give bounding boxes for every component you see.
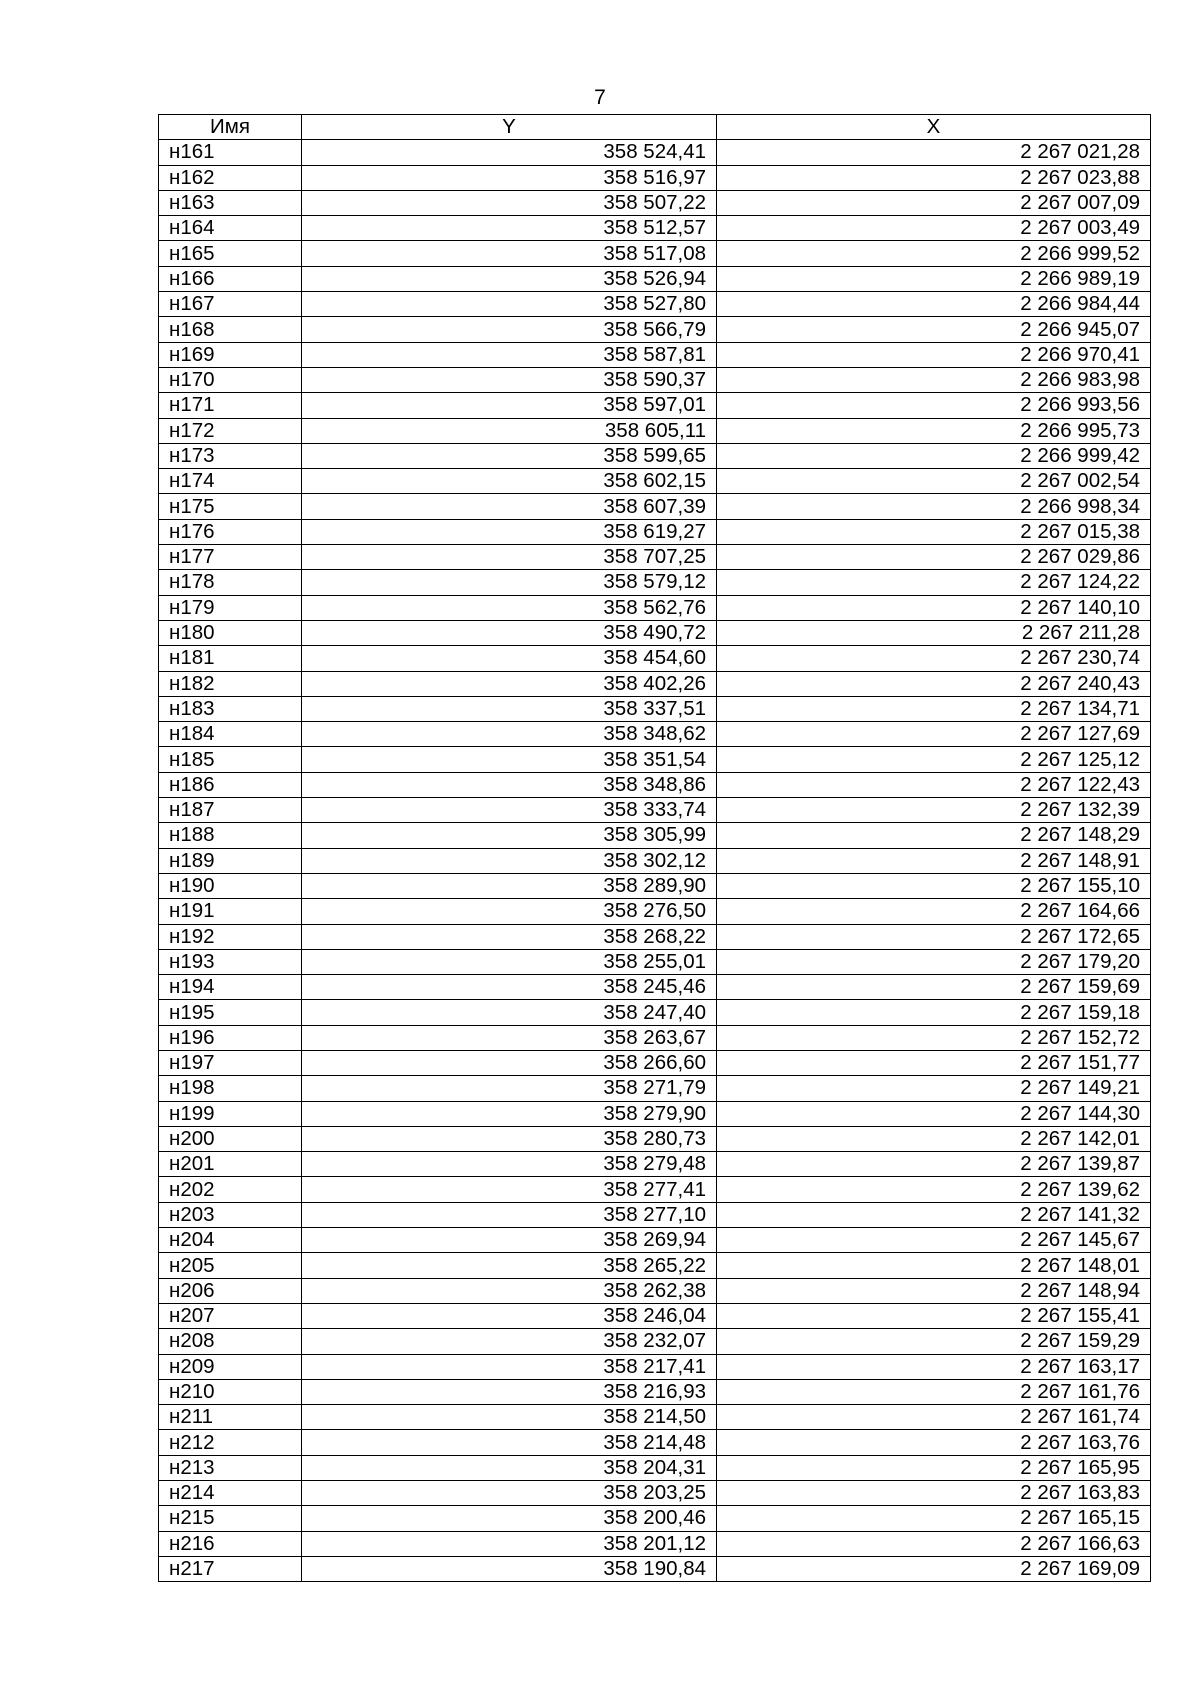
x-coordinate-cell: 2 266 999,52 bbox=[717, 241, 1151, 266]
x-coordinate-cell: 2 266 999,42 bbox=[717, 443, 1151, 468]
point-name-cell: н199 bbox=[159, 1101, 302, 1126]
table-row bbox=[159, 1303, 1151, 1328]
table-row bbox=[159, 975, 1151, 1000]
point-name-cell: н208 bbox=[159, 1329, 302, 1354]
point-name-cell: н186 bbox=[159, 772, 302, 797]
point-name-cell: н183 bbox=[159, 696, 302, 721]
header-y: Y bbox=[302, 115, 717, 140]
y-coordinate-cell: 358 599,65 bbox=[302, 443, 717, 468]
x-coordinate-cell: 2 267 125,12 bbox=[717, 747, 1151, 772]
y-coordinate-cell: 358 562,76 bbox=[302, 595, 717, 620]
x-coordinate-cell: 2 267 179,20 bbox=[717, 949, 1151, 974]
table-row bbox=[159, 519, 1151, 544]
x-coordinate-cell: 2 267 142,01 bbox=[717, 1126, 1151, 1151]
point-name-cell: н179 bbox=[159, 595, 302, 620]
table-row bbox=[159, 1531, 1151, 1556]
point-name-cell: н185 bbox=[159, 747, 302, 772]
table-row bbox=[159, 393, 1151, 418]
point-name-cell: н175 bbox=[159, 494, 302, 519]
table-row bbox=[159, 494, 1151, 519]
x-coordinate-cell: 2 267 163,76 bbox=[717, 1430, 1151, 1455]
y-coordinate-cell: 358 507,22 bbox=[302, 190, 717, 215]
y-coordinate-cell: 358 277,41 bbox=[302, 1177, 717, 1202]
x-coordinate-cell: 2 267 002,54 bbox=[717, 469, 1151, 494]
y-coordinate-cell: 358 517,08 bbox=[302, 241, 717, 266]
y-coordinate-cell: 358 190,84 bbox=[302, 1556, 717, 1581]
table-row bbox=[159, 190, 1151, 215]
table-row bbox=[159, 140, 1151, 165]
table-row bbox=[159, 1481, 1151, 1506]
point-name-cell: н184 bbox=[159, 722, 302, 747]
point-name-cell: н210 bbox=[159, 1379, 302, 1404]
table-row bbox=[159, 367, 1151, 392]
point-name-cell: н207 bbox=[159, 1303, 302, 1328]
table-row bbox=[159, 873, 1151, 898]
point-name-cell: н195 bbox=[159, 1000, 302, 1025]
x-coordinate-cell: 2 267 148,91 bbox=[717, 848, 1151, 873]
point-name-cell: н206 bbox=[159, 1278, 302, 1303]
y-coordinate-cell: 358 279,90 bbox=[302, 1101, 717, 1126]
x-coordinate-cell: 2 267 163,83 bbox=[717, 1481, 1151, 1506]
x-coordinate-cell: 2 266 970,41 bbox=[717, 342, 1151, 367]
table-row bbox=[159, 696, 1151, 721]
y-coordinate-cell: 358 351,54 bbox=[302, 747, 717, 772]
x-coordinate-cell: 2 267 240,43 bbox=[717, 671, 1151, 696]
point-name-cell: н174 bbox=[159, 469, 302, 494]
x-coordinate-cell: 2 267 159,29 bbox=[717, 1329, 1151, 1354]
x-coordinate-cell: 2 267 159,18 bbox=[717, 1000, 1151, 1025]
y-coordinate-cell: 358 246,04 bbox=[302, 1303, 717, 1328]
y-coordinate-cell: 358 305,99 bbox=[302, 823, 717, 848]
x-coordinate-cell: 2 267 007,09 bbox=[717, 190, 1151, 215]
table-row bbox=[159, 722, 1151, 747]
point-name-cell: н165 bbox=[159, 241, 302, 266]
point-name-cell: н201 bbox=[159, 1152, 302, 1177]
table-body bbox=[159, 140, 1151, 1582]
table-row bbox=[159, 924, 1151, 949]
y-coordinate-cell: 358 516,97 bbox=[302, 165, 717, 190]
x-coordinate-cell: 2 267 127,69 bbox=[717, 722, 1151, 747]
y-coordinate-cell: 358 526,94 bbox=[302, 266, 717, 291]
y-coordinate-cell: 358 266,60 bbox=[302, 1050, 717, 1075]
y-coordinate-cell: 358 527,80 bbox=[302, 292, 717, 317]
table-row bbox=[159, 1076, 1151, 1101]
y-coordinate-cell: 358 579,12 bbox=[302, 570, 717, 595]
point-name-cell: н197 bbox=[159, 1050, 302, 1075]
x-coordinate-cell: 2 267 023,88 bbox=[717, 165, 1151, 190]
x-coordinate-cell: 2 267 166,63 bbox=[717, 1531, 1151, 1556]
x-coordinate-cell: 2 266 945,07 bbox=[717, 317, 1151, 342]
x-coordinate-cell: 2 267 149,21 bbox=[717, 1076, 1151, 1101]
y-coordinate-cell: 358 200,46 bbox=[302, 1506, 717, 1531]
y-coordinate-cell: 358 279,48 bbox=[302, 1152, 717, 1177]
table-row bbox=[159, 949, 1151, 974]
table-row bbox=[159, 1000, 1151, 1025]
y-coordinate-cell: 358 597,01 bbox=[302, 393, 717, 418]
table-row bbox=[159, 1152, 1151, 1177]
y-coordinate-cell: 358 524,41 bbox=[302, 140, 717, 165]
y-coordinate-cell: 358 269,94 bbox=[302, 1228, 717, 1253]
point-name-cell: н161 bbox=[159, 140, 302, 165]
point-name-cell: н193 bbox=[159, 949, 302, 974]
point-name-cell: н202 bbox=[159, 1177, 302, 1202]
point-name-cell: н192 bbox=[159, 924, 302, 949]
x-coordinate-cell: 2 267 029,86 bbox=[717, 545, 1151, 570]
y-coordinate-cell: 358 268,22 bbox=[302, 924, 717, 949]
y-coordinate-cell: 358 203,25 bbox=[302, 1481, 717, 1506]
y-coordinate-cell: 358 337,51 bbox=[302, 696, 717, 721]
point-name-cell: н214 bbox=[159, 1481, 302, 1506]
point-name-cell: н164 bbox=[159, 216, 302, 241]
x-coordinate-cell: 2 266 984,44 bbox=[717, 292, 1151, 317]
x-coordinate-cell: 2 267 148,29 bbox=[717, 823, 1151, 848]
table-row bbox=[159, 241, 1151, 266]
table-row bbox=[159, 1278, 1151, 1303]
point-name-cell: н211 bbox=[159, 1405, 302, 1430]
x-coordinate-cell: 2 267 172,65 bbox=[717, 924, 1151, 949]
y-coordinate-cell: 358 263,67 bbox=[302, 1025, 717, 1050]
y-coordinate-cell: 358 280,73 bbox=[302, 1126, 717, 1151]
x-coordinate-cell: 2 267 148,94 bbox=[717, 1278, 1151, 1303]
table-row bbox=[159, 317, 1151, 342]
point-name-cell: н215 bbox=[159, 1506, 302, 1531]
table-row bbox=[159, 1025, 1151, 1050]
point-name-cell: н178 bbox=[159, 570, 302, 595]
y-coordinate-cell: 358 271,79 bbox=[302, 1076, 717, 1101]
y-coordinate-cell: 358 566,79 bbox=[302, 317, 717, 342]
x-coordinate-cell: 2 267 141,32 bbox=[717, 1202, 1151, 1227]
point-name-cell: н177 bbox=[159, 545, 302, 570]
x-coordinate-cell: 2 267 015,38 bbox=[717, 519, 1151, 544]
y-coordinate-cell: 358 587,81 bbox=[302, 342, 717, 367]
table-row bbox=[159, 1126, 1151, 1151]
y-coordinate-cell: 358 214,48 bbox=[302, 1430, 717, 1455]
x-coordinate-cell: 2 266 995,73 bbox=[717, 418, 1151, 443]
point-name-cell: н187 bbox=[159, 798, 302, 823]
x-coordinate-cell: 2 266 998,34 bbox=[717, 494, 1151, 519]
point-name-cell: н191 bbox=[159, 899, 302, 924]
point-name-cell: н209 bbox=[159, 1354, 302, 1379]
point-name-cell: н168 bbox=[159, 317, 302, 342]
x-coordinate-cell: 2 267 211,28 bbox=[717, 620, 1151, 645]
x-coordinate-cell: 2 266 993,56 bbox=[717, 393, 1151, 418]
point-name-cell: н212 bbox=[159, 1430, 302, 1455]
table-row bbox=[159, 570, 1151, 595]
point-name-cell: н189 bbox=[159, 848, 302, 873]
table-row bbox=[159, 671, 1151, 696]
point-name-cell: н216 bbox=[159, 1531, 302, 1556]
table-row bbox=[159, 747, 1151, 772]
point-name-cell: н217 bbox=[159, 1556, 302, 1581]
table-row bbox=[159, 418, 1151, 443]
page-number: 7 bbox=[594, 86, 606, 109]
y-coordinate-cell: 358 265,22 bbox=[302, 1253, 717, 1278]
y-coordinate-cell: 358 302,12 bbox=[302, 848, 717, 873]
x-coordinate-cell: 2 267 145,67 bbox=[717, 1228, 1151, 1253]
table-row bbox=[159, 1329, 1151, 1354]
y-coordinate-cell: 358 247,40 bbox=[302, 1000, 717, 1025]
point-name-cell: н205 bbox=[159, 1253, 302, 1278]
x-coordinate-cell: 2 267 165,95 bbox=[717, 1455, 1151, 1480]
table-row bbox=[159, 216, 1151, 241]
table-row bbox=[159, 1405, 1151, 1430]
x-coordinate-cell: 2 267 152,72 bbox=[717, 1025, 1151, 1050]
point-name-cell: н194 bbox=[159, 975, 302, 1000]
table-row bbox=[159, 1202, 1151, 1227]
y-coordinate-cell: 358 512,57 bbox=[302, 216, 717, 241]
point-name-cell: н200 bbox=[159, 1126, 302, 1151]
table-row bbox=[159, 646, 1151, 671]
x-coordinate-cell: 2 267 139,87 bbox=[717, 1152, 1151, 1177]
x-coordinate-cell: 2 266 989,19 bbox=[717, 266, 1151, 291]
table-row bbox=[159, 1455, 1151, 1480]
table-row bbox=[159, 1556, 1151, 1581]
table-row bbox=[159, 848, 1151, 873]
table-row bbox=[159, 545, 1151, 570]
x-coordinate-cell: 2 267 165,15 bbox=[717, 1506, 1151, 1531]
table-row bbox=[159, 1354, 1151, 1379]
point-name-cell: н167 bbox=[159, 292, 302, 317]
table-row bbox=[159, 469, 1151, 494]
table-row bbox=[159, 266, 1151, 291]
x-coordinate-cell: 2 267 164,66 bbox=[717, 899, 1151, 924]
table-row bbox=[159, 823, 1151, 848]
x-coordinate-cell: 2 267 159,69 bbox=[717, 975, 1151, 1000]
x-coordinate-cell: 2 267 161,76 bbox=[717, 1379, 1151, 1404]
y-coordinate-cell: 358 255,01 bbox=[302, 949, 717, 974]
x-coordinate-cell: 2 267 161,74 bbox=[717, 1405, 1151, 1430]
x-coordinate-cell: 2 267 155,10 bbox=[717, 873, 1151, 898]
y-coordinate-cell: 358 277,10 bbox=[302, 1202, 717, 1227]
x-coordinate-cell: 2 267 144,30 bbox=[717, 1101, 1151, 1126]
table-row bbox=[159, 772, 1151, 797]
x-coordinate-cell: 2 267 169,09 bbox=[717, 1556, 1151, 1581]
table-row bbox=[159, 292, 1151, 317]
y-coordinate-cell: 358 262,38 bbox=[302, 1278, 717, 1303]
point-name-cell: н171 bbox=[159, 393, 302, 418]
point-name-cell: н169 bbox=[159, 342, 302, 367]
y-coordinate-cell: 358 216,93 bbox=[302, 1379, 717, 1404]
table-row bbox=[159, 1101, 1151, 1126]
point-name-cell: н176 bbox=[159, 519, 302, 544]
header-name: Имя bbox=[159, 115, 302, 140]
y-coordinate-cell: 358 454,60 bbox=[302, 646, 717, 671]
y-coordinate-cell: 358 204,31 bbox=[302, 1455, 717, 1480]
y-coordinate-cell: 358 605,11 bbox=[302, 418, 717, 443]
y-coordinate-cell: 358 590,37 bbox=[302, 367, 717, 392]
x-coordinate-cell: 2 267 134,71 bbox=[717, 696, 1151, 721]
point-name-cell: н203 bbox=[159, 1202, 302, 1227]
x-coordinate-cell: 2 267 021,28 bbox=[717, 140, 1151, 165]
x-coordinate-cell: 2 267 122,43 bbox=[717, 772, 1151, 797]
y-coordinate-cell: 358 289,90 bbox=[302, 873, 717, 898]
x-coordinate-cell: 2 267 163,17 bbox=[717, 1354, 1151, 1379]
y-coordinate-cell: 358 348,86 bbox=[302, 772, 717, 797]
x-coordinate-cell: 2 267 124,22 bbox=[717, 570, 1151, 595]
x-coordinate-cell: 2 267 003,49 bbox=[717, 216, 1151, 241]
x-coordinate-cell: 2 267 139,62 bbox=[717, 1177, 1151, 1202]
table-row bbox=[159, 899, 1151, 924]
table-row bbox=[159, 1379, 1151, 1404]
y-coordinate-cell: 358 348,62 bbox=[302, 722, 717, 747]
x-coordinate-cell: 2 266 983,98 bbox=[717, 367, 1151, 392]
point-name-cell: н172 bbox=[159, 418, 302, 443]
table-row bbox=[159, 1430, 1151, 1455]
y-coordinate-cell: 358 619,27 bbox=[302, 519, 717, 544]
header-x: X bbox=[717, 115, 1151, 140]
point-name-cell: н188 bbox=[159, 823, 302, 848]
table-row bbox=[159, 1050, 1151, 1075]
point-name-cell: н162 bbox=[159, 165, 302, 190]
y-coordinate-cell: 358 607,39 bbox=[302, 494, 717, 519]
point-name-cell: н190 bbox=[159, 873, 302, 898]
y-coordinate-cell: 358 490,72 bbox=[302, 620, 717, 645]
point-name-cell: н163 bbox=[159, 190, 302, 215]
table-row bbox=[159, 620, 1151, 645]
y-coordinate-cell: 358 201,12 bbox=[302, 1531, 717, 1556]
point-name-cell: н181 bbox=[159, 646, 302, 671]
point-name-cell: н166 bbox=[159, 266, 302, 291]
y-coordinate-cell: 358 214,50 bbox=[302, 1405, 717, 1430]
table-row bbox=[159, 798, 1151, 823]
point-name-cell: н196 bbox=[159, 1025, 302, 1050]
table-row bbox=[159, 595, 1151, 620]
x-coordinate-cell: 2 267 140,10 bbox=[717, 595, 1151, 620]
point-name-cell: н170 bbox=[159, 367, 302, 392]
y-coordinate-cell: 358 245,46 bbox=[302, 975, 717, 1000]
x-coordinate-cell: 2 267 148,01 bbox=[717, 1253, 1151, 1278]
point-name-cell: н180 bbox=[159, 620, 302, 645]
y-coordinate-cell: 358 232,07 bbox=[302, 1329, 717, 1354]
table-row bbox=[159, 443, 1151, 468]
table-row bbox=[159, 1253, 1151, 1278]
x-coordinate-cell: 2 267 151,77 bbox=[717, 1050, 1151, 1075]
table-header-row bbox=[159, 115, 1151, 140]
x-coordinate-cell: 2 267 155,41 bbox=[717, 1303, 1151, 1328]
table-row bbox=[159, 1228, 1151, 1253]
y-coordinate-cell: 358 217,41 bbox=[302, 1354, 717, 1379]
point-name-cell: н204 bbox=[159, 1228, 302, 1253]
table-row bbox=[159, 342, 1151, 367]
point-name-cell: н213 bbox=[159, 1455, 302, 1480]
table-row bbox=[159, 165, 1151, 190]
y-coordinate-cell: 358 402,26 bbox=[302, 671, 717, 696]
y-coordinate-cell: 358 276,50 bbox=[302, 899, 717, 924]
table-row bbox=[159, 1177, 1151, 1202]
point-name-cell: н198 bbox=[159, 1076, 302, 1101]
point-name-cell: н182 bbox=[159, 671, 302, 696]
x-coordinate-cell: 2 267 132,39 bbox=[717, 798, 1151, 823]
coordinates-table bbox=[158, 114, 1151, 1582]
table-row bbox=[159, 1506, 1151, 1531]
y-coordinate-cell: 358 333,74 bbox=[302, 798, 717, 823]
y-coordinate-cell: 358 707,25 bbox=[302, 545, 717, 570]
y-coordinate-cell: 358 602,15 bbox=[302, 469, 717, 494]
x-coordinate-cell: 2 267 230,74 bbox=[717, 646, 1151, 671]
point-name-cell: н173 bbox=[159, 443, 302, 468]
